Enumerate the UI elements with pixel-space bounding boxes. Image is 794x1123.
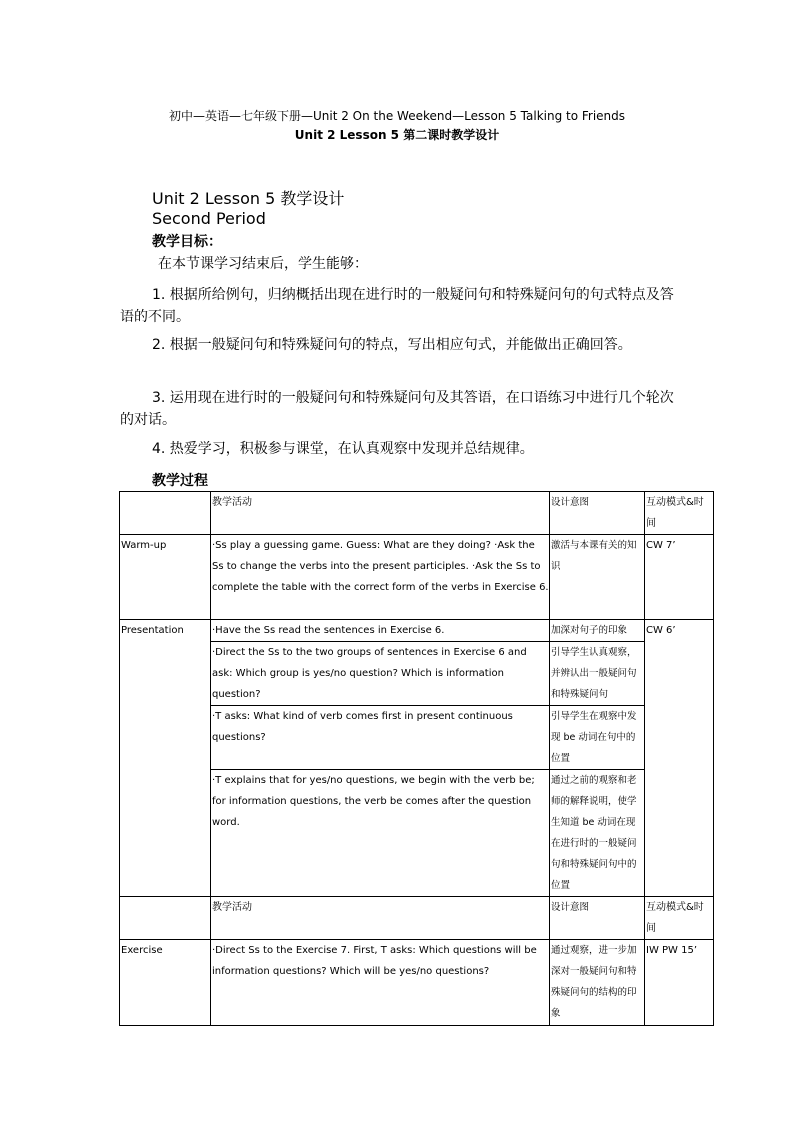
purpose-cell: 激活与本课有关的知识 xyxy=(550,535,645,620)
stage-cell: Presentation xyxy=(120,620,211,897)
purpose-cell: 引导学生在观察中发现 be 动词在句中的位置 xyxy=(550,706,645,770)
purpose-cell: 通过之前的观察和老师的解释说明，使学生知道 be 动词在现在进行时的一般疑问句和特殊疑问句中的位置 xyxy=(550,770,645,897)
doc-header-title: Unit 2 Lesson 5 第二课时教学设计 xyxy=(294,128,500,142)
stage-cell: Exercise xyxy=(120,940,211,1026)
mode-cell: IW PW 15’ xyxy=(645,940,714,1026)
header-cell-stage xyxy=(120,492,211,535)
activity-cell: ·T explains that for yes/no questions, we begin with the verb be; for information questions, the verb be comes after the question word. xyxy=(211,770,550,897)
purpose-cell: 通过观察，进一步加深对一般疑问句和特殊疑问句的结构的印象 xyxy=(550,940,645,1026)
header-cell-activity: 教学活动 xyxy=(211,897,550,940)
doc-header-path: 初中—英语—七年级下册—Unit 2 On the Weekend—Lesson 5 Talking to Friends xyxy=(168,109,626,123)
lesson-title: Unit 2 Lesson 5 教学设计 xyxy=(152,189,345,208)
period-title: Second Period xyxy=(152,209,266,228)
mode-cell: CW 6’ xyxy=(645,620,714,897)
table-row-presentation xyxy=(120,620,714,642)
header-cell-mode: 互动模式&时间 xyxy=(645,897,714,940)
header-cell-mode: 互动模式&时间 xyxy=(645,492,714,535)
process-table xyxy=(119,491,714,1026)
purpose-cell: 引导学生认真观察，并辨认出一般疑问句和特殊疑问句 xyxy=(550,642,645,706)
header-cell-activity: 教学活动 xyxy=(211,492,550,535)
process-heading: 教学过程 xyxy=(152,473,208,489)
objective-item-4: 4. 热爱学习，积极参与课堂，在认真观察中发现并总结规律。 xyxy=(152,441,534,457)
purpose-cell: 加深对句子的印象 xyxy=(550,620,645,642)
objective-item-2: 2. 根据一般疑问句和特殊疑问句的特点，写出相应句式，并能做出正确回答。 xyxy=(152,337,632,353)
table-row-exercise xyxy=(120,940,714,1026)
objectives-heading: 教学目标： xyxy=(152,234,222,250)
activity-cell: ·Have the Ss read the sentences in Exercise 6. xyxy=(211,620,550,642)
activity-cell: ·Direct the Ss to the two groups of sentences in Exercise 6 and ask: Which group is yes/no question? Which is information question? xyxy=(211,642,550,706)
table-row-warmup xyxy=(120,535,714,620)
objective-item-3: 3. 运用现在进行时的一般疑问句和特殊疑问句及其答语，在口语练习中进行几个轮次的对话。 xyxy=(120,390,674,428)
objectives-intro: 在本节课学习结束后，学生能够： xyxy=(158,256,368,272)
activity-cell: ·Ss play a guessing game. Guess: What are they doing? ·Ask the Ss to change the verbs into the present participles. ·Ask the Ss to complete the table with the correct form of the verbs in Exercise 6. xyxy=(211,535,550,620)
activity-cell: ·T asks: What kind of verb comes first in present continuous questions? xyxy=(211,706,550,770)
header-cell-purpose: 设计意图 xyxy=(550,897,645,940)
mode-cell: CW 7’ xyxy=(645,535,714,620)
table-header-row xyxy=(120,897,714,940)
header-cell-purpose: 设计意图 xyxy=(550,492,645,535)
header-cell-stage xyxy=(120,897,211,940)
activity-cell: ·Direct Ss to the Exercise 7. First, T asks: Which questions will be information questions? Which will be yes/no questions? xyxy=(211,940,550,1026)
table-header-row xyxy=(120,492,714,535)
stage-cell: Warm-up xyxy=(120,535,211,620)
objective-item-1: 1. 根据所给例句，归纳概括出现在进行时的一般疑问句和特殊疑问句的句式特点及答语的不同。 xyxy=(120,287,674,325)
